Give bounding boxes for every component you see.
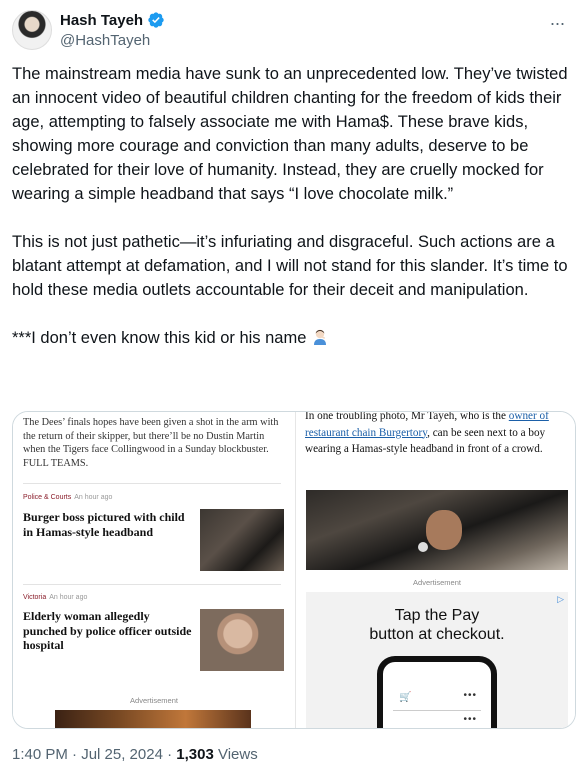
verified-badge-icon[interactable] — [147, 11, 165, 29]
news-sidebar-screenshot — [13, 412, 295, 729]
kicker-category: Police & Courts — [23, 494, 72, 501]
tweet-paragraph — [12, 326, 572, 350]
microphone-icon — [418, 542, 428, 552]
tweet-media-image[interactable] — [12, 411, 576, 729]
cart-icon: 🛒 — [399, 692, 412, 703]
news-headline: Burger boss pictured with child in Hamas-style headband — [23, 510, 185, 539]
more-options-icon[interactable]: ··· — [549, 13, 565, 33]
tweet-text — [12, 62, 572, 350]
ad-line-1: Tap the Pay — [394, 607, 480, 624]
author-handle[interactable]: @HashTayeh — [60, 32, 151, 49]
news-article-screenshot — [295, 412, 576, 729]
views-label: Views — [213, 746, 258, 763]
news-kicker — [23, 494, 112, 501]
article-text: , can be seen next to a boy wearing a Hamas-style headband in front of a crowd. — [305, 426, 546, 455]
tweet-paragraph: The mainstream media have sunk to an unprecedented low. They’ve twisted an innocent video of beautiful children chanting for the freedom of kids their age, attempting to falsely associate me with Hama$. These brave kids, showing more courage and conviction than many adults, deserve to be celebrated for their love of humanity. Instead, they are cruelly mocked for wearing a simple headband that says “I love chocolate milk.” — [12, 65, 573, 203]
more-dots-icon: ••• — [463, 714, 477, 725]
photo-subject — [426, 510, 462, 550]
apple-pay-advertisement — [306, 592, 568, 729]
phone-graphic — [377, 656, 497, 729]
divider — [23, 584, 281, 585]
kicker-time: An hour ago — [74, 494, 113, 501]
tweet-header — [12, 10, 569, 54]
advertisement-banner — [55, 710, 251, 729]
news-headline: Elderly woman allegedly punched by police officer outside hospital — [23, 609, 192, 652]
ad-choices-icon: ▷ — [557, 594, 564, 604]
article-photo — [306, 490, 568, 570]
avatar[interactable] — [12, 10, 52, 50]
advertisement-label: Advertisement — [413, 578, 461, 587]
news-thumbnail — [200, 509, 284, 571]
author-display-name[interactable]: Hash Tayeh — [60, 11, 144, 29]
advertisement-label: Advertisement — [130, 696, 178, 705]
ad-headline — [306, 606, 568, 644]
ad-line-2: button at checkout. — [369, 626, 505, 643]
tweet-paragraph-text: ***I don’t even know this kid or his name — [12, 329, 307, 347]
tweet-paragraph: This is not just pathetic—it’s infuriating and disgraceful. Such actions are a blatant attempt at defamation, and I will not stand for this slander. It’s time to hold these media outlets accountable for their deceit and manipulation. — [12, 233, 573, 299]
kicker-time: An hour ago — [49, 594, 88, 601]
article-paragraph — [305, 411, 567, 458]
views-count: 1,303 — [176, 746, 214, 763]
divider — [23, 483, 281, 484]
kicker-category: Victoria — [23, 594, 47, 601]
divider — [393, 710, 481, 711]
news-thumbnail — [200, 609, 284, 671]
news-teaser: The Dees’ finals hopes have been given a shot in the arm with the return of their skipper, but there’ll be no Dustin Martin when the Tigers face Collingwood in a Sunday blockbuster. FULL TEAMS. — [23, 417, 279, 469]
more-dots-icon: ••• — [463, 690, 477, 701]
author-name-row — [60, 11, 165, 29]
news-kicker — [23, 594, 87, 601]
article-text: In one troubling photo, Mr Tayeh, who is the — [305, 411, 509, 422]
tweet-time-date[interactable]: 1:40 PM · Jul 25, 2024 · — [12, 746, 177, 763]
person-facepalming-emoji-icon — [311, 328, 329, 346]
article-link: owner of restaurant chain Burgertory — [305, 411, 549, 439]
tweet-timestamp — [12, 746, 258, 763]
